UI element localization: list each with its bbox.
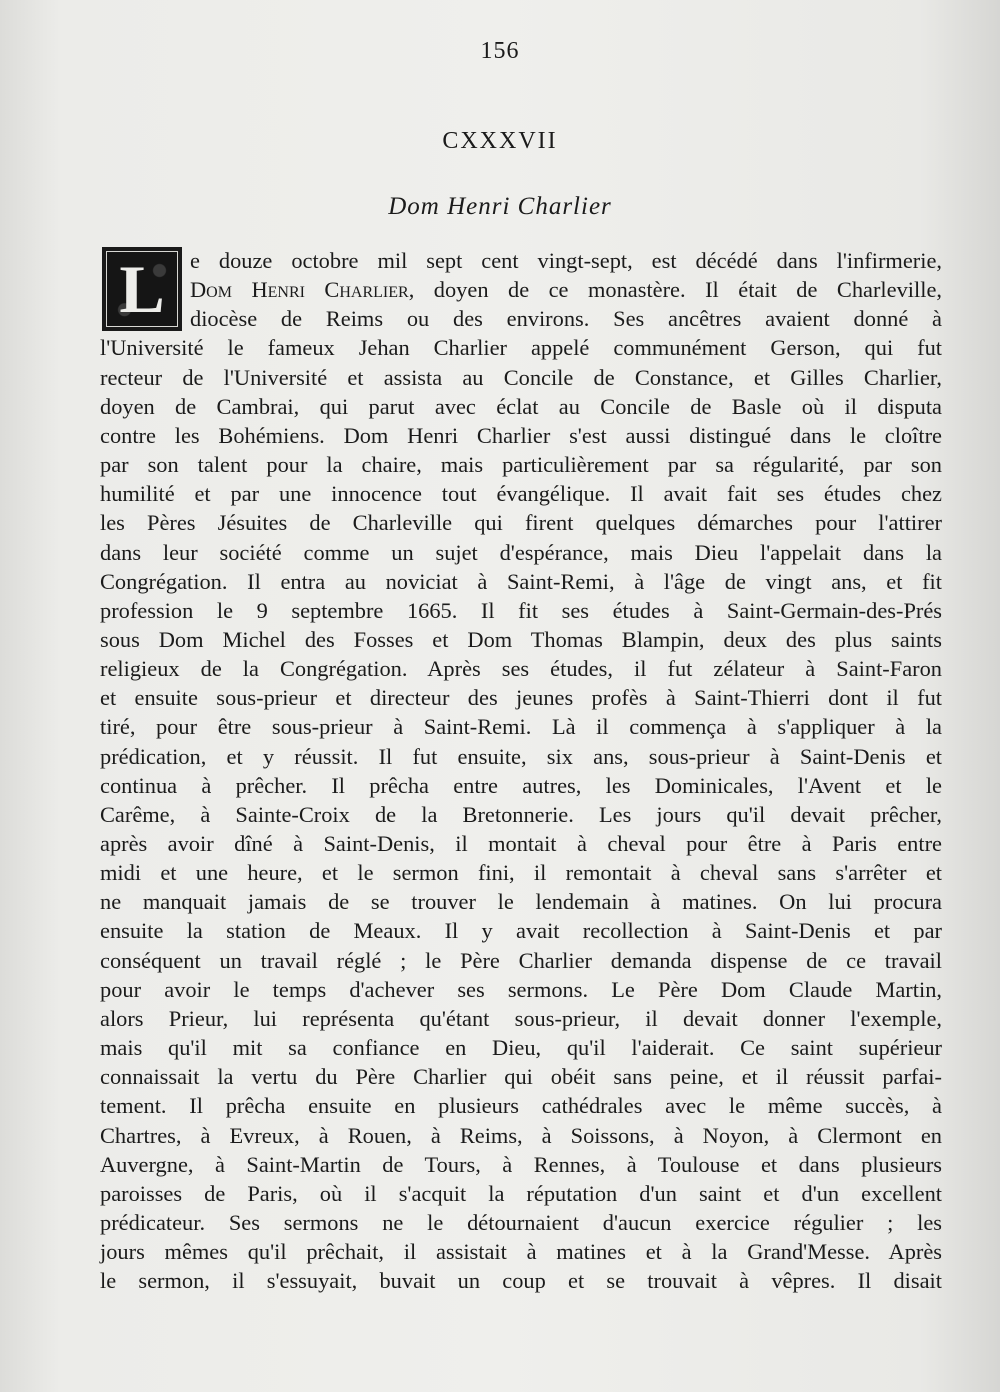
text-line: religieux de la Congrégation. Après ses études, il fut zélateur à Saint-Faron xyxy=(100,656,942,682)
text-line: sous Dom Michel des Fosses et Dom Thomas Blampin, deux des plus saints xyxy=(100,626,942,652)
text-line: Chartres, à Evreux, à Rouen, à Reims, à Soissons, à Noyon, à Clermont en xyxy=(100,1122,942,1148)
text-line: dans leur société comme un sujet d'espérance, mais Dieu l'appelait dans la xyxy=(100,539,942,565)
text-line: après avoir dîné à Saint-Denis, il montait à cheval pour être à Paris entre xyxy=(100,831,942,856)
text-line: pour avoir le temps d'achever ses sermons. Le Père Dom Claude Martin, xyxy=(100,976,942,1002)
text-line: midi et une heure, et le sermon fini, il remontait à cheval sans s'arrêter et xyxy=(100,860,942,886)
text-line: et ensuite sous-prieur et directeur des jeunes profès à Saint-Thierri dont il fut xyxy=(100,685,942,711)
chapter-number: CXXXVII xyxy=(442,128,558,154)
small-caps-name: Dom Henri Charlier xyxy=(190,277,409,303)
text-line: prédication, et y réussit. Il fut ensuite, six ans, sous-prieur à Saint-Denis et xyxy=(100,743,942,769)
text-line: continua à prêcher. Il prêcha entre autres, les Dominicales, l'Avent et le xyxy=(100,772,942,798)
text-line: conséquent un travail réglé ; le Père Charlier demanda dispense de ce travail xyxy=(100,947,942,973)
text-line: par son talent pour la chaire, mais particulièrement par sa régularité, par son xyxy=(100,452,942,478)
text-line: Auvergne, à Saint-Martin de Tours, à Rennes, à Toulouse et dans plusieurs xyxy=(100,1151,942,1177)
text-line: Dom Henri Charlier, doyen de ce monastère. Il était de Charleville, xyxy=(190,277,942,303)
page-number: 156 xyxy=(480,38,520,64)
text-line: le sermon, il s'essuyait, buvait un coup et se trouvait à vêpres. Il disait xyxy=(100,1268,942,1294)
text-line: tiré, pour être sous-prieur à Saint-Remi. Là il commença à s'appliquer à la xyxy=(100,714,942,740)
text-line: contre les Bohémiens. Dom Henri Charlier s'est aussi distingué dans le cloître xyxy=(100,422,942,448)
drop-cap-ornament-icon xyxy=(106,251,178,327)
text-line: prédicateur. Ses sermons ne le détournaient d'aucun exercice régulier ; les xyxy=(100,1209,942,1235)
text-line: Congrégation. Il entra au noviciat à Saint-Remi, à l'âge de vingt ans, et fit xyxy=(100,568,942,594)
text-line: recteur de l'Université et assista au Concile de Constance, et Gilles Charlier, xyxy=(100,364,942,390)
text-line: les Pères Jésuites de Charleville qui firent quelques démarches pour l'attirer xyxy=(100,510,942,536)
text-line: ensuite la station de Meaux. Il y avait recollection à Saint-Denis et par xyxy=(100,918,942,944)
ornamental-drop-cap xyxy=(103,248,181,330)
chapter-title: Dom Henri Charlier xyxy=(388,193,612,220)
text-line: connaissait la vertu du Père Charlier qui obéit sans peine, et il réussit parfai- xyxy=(100,1064,942,1090)
text-line: humilité et par une innocence tout évangélique. Il avait fait ses études chez xyxy=(100,481,942,507)
text-line: ne manquait jamais de se trouver le lendemain à matines. On lui procura xyxy=(100,889,942,915)
text-line: l'Université le fameux Jehan Charlier appelé communément Gerson, qui fut xyxy=(100,335,942,361)
drop-cap-letter: L xyxy=(119,251,165,327)
text-line: paroisses de Paris, où il s'acquit la réputation d'un saint et d'un excellent xyxy=(100,1180,942,1206)
text-line: doyen de Cambrai, qui parut avec éclat au Concile de Basle où il disputa xyxy=(100,393,942,419)
text-line: jours mêmes qu'il prêchait, il assistait à matines et à la Grand'Messe. Après xyxy=(100,1239,942,1265)
text-line: diocèse de Reims ou des environs. Ses ancêtres avaient donné à xyxy=(190,306,942,332)
text-line: e douze octobre mil sept cent vingt-sept, est décédé dans l'infirmerie, xyxy=(190,248,942,273)
text-line: tement. Il prêcha ensuite en plusieurs cathédrales avec le même succès, à xyxy=(100,1093,942,1119)
text-line: Carême, à Sainte-Croix de la Bretonnerie. Les jours qu'il devait prêcher, xyxy=(100,801,942,827)
text-line: alors Prieur, lui représenta qu'étant sous-prieur, il devait donner l'exemple, xyxy=(100,1005,942,1031)
text-line: mais qu'il mit sa confiance en Dieu, qu'il l'aiderait. Ce saint supérieur xyxy=(100,1035,942,1061)
text-line: profession le 9 septembre 1665. Il fit ses études à Saint-Germain-des-Prés xyxy=(100,597,942,623)
